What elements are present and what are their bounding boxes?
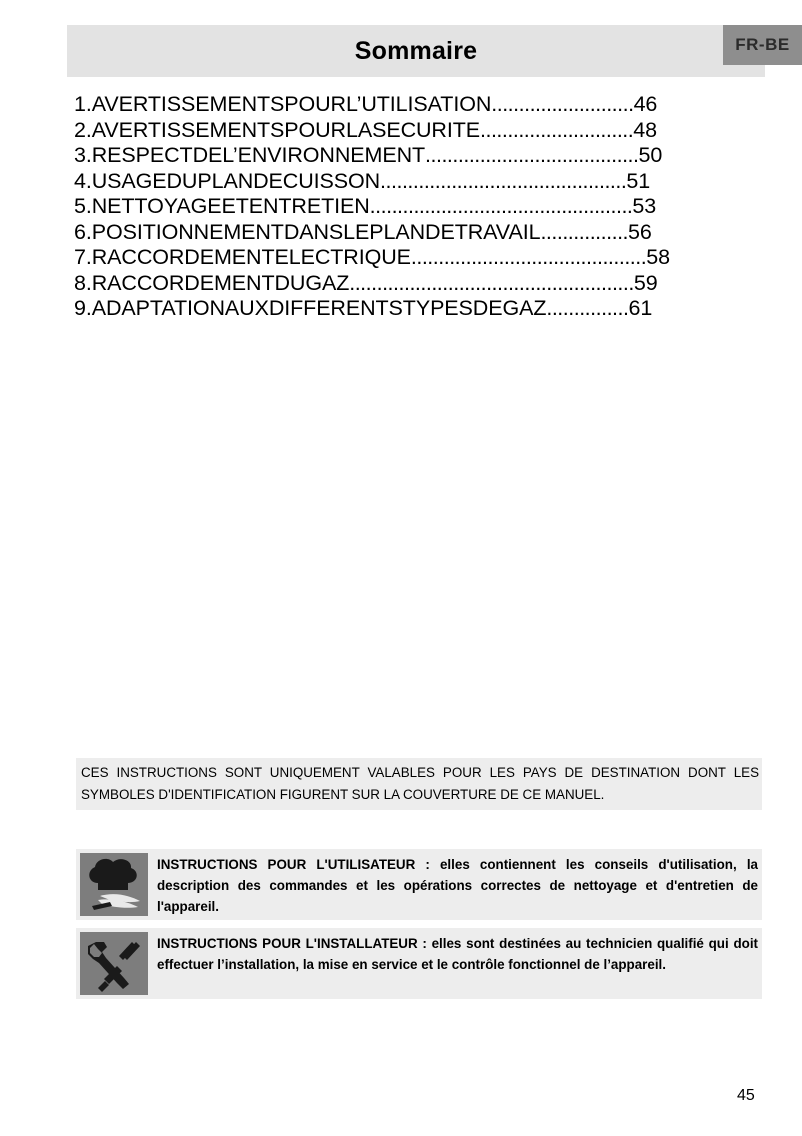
toc-entry-title: 3.RESPECTDEL’ENVIRONNEMENT: [74, 143, 426, 167]
page-number: 45: [737, 1087, 755, 1104]
toc-entry[interactable]: [74, 169, 734, 195]
toc-entry-page: 46: [633, 92, 658, 116]
user-instructions-text: INSTRUCTIONS POUR L'UTILISATEUR : elles contiennent les conseils d'utilisation, la description des commandes et les opérations correctes de nettoyage et d'entretien de l'appareil.: [157, 857, 758, 914]
toc-entry-page: 53: [632, 194, 657, 218]
page-header: [67, 25, 765, 77]
toc-entry-title: 7.RACCORDEMENTELECTRIQUE: [74, 245, 411, 269]
toc-leader: ...........................................: [410, 245, 647, 269]
toc-entry-title: 6.POSITIONNEMENTDANSLEPLANDETRAVAIL: [74, 219, 541, 244]
toc-leader: ..........................: [491, 92, 634, 116]
user-instructions-panel: [76, 849, 762, 920]
language-badge: FR-BE: [723, 25, 802, 65]
chef-hat-icon: [80, 853, 148, 916]
toc-entry-title: 4.USAGEDUPLANDECUISSON: [74, 168, 381, 193]
installer-instructions-panel: [76, 928, 762, 999]
toc-entry-title: 2.AVERTISSEMENTSPOURLASECURITE: [74, 117, 480, 142]
toc-entry-page: 58: [646, 245, 670, 269]
toc-entry[interactable]: [74, 143, 734, 169]
toc-leader: .......................................: [425, 143, 639, 167]
toc-entry[interactable]: [74, 194, 734, 220]
toc-entry-title: 8.RACCORDEMENTDUGAZ: [74, 270, 350, 295]
page-title: Sommaire: [354, 36, 478, 65]
toc-leader: ................: [540, 219, 629, 244]
toc-entry-page: 59: [633, 270, 658, 295]
tools-icon: [80, 932, 148, 995]
toc-entry[interactable]: [74, 245, 734, 271]
validity-notice: CES INSTRUCTIONS SONT UNIQUEMENT VALABLES POUR LES PAYS DE DESTINATION DONT LES SYMBOLES D'IDENTIFICATION FIGURENT SUR LA COUVERTURE DE CE MANUEL.: [76, 758, 762, 810]
toc-entry[interactable]: [74, 220, 734, 246]
toc-leader: .............................................: [380, 168, 627, 193]
toc-entry-page: 50: [638, 143, 663, 167]
toc-entry-page: 51: [626, 168, 651, 193]
installer-instructions-text: INSTRUCTIONS POUR L'INSTALLATEUR : elles sont destinées au technicien qualifié qui doit effectuer l’installation, la mise en service et le contrôle fonctionnel de l’appareil.: [157, 936, 758, 972]
toc-leader: ...............: [546, 296, 629, 320]
toc-entry-title: 9.ADAPTATIONAUXDIFFERENTSTYPESDEGAZ: [74, 296, 547, 320]
toc-entry-title: 1.AVERTISSEMENTSPOURL’UTILISATION: [74, 92, 492, 116]
toc-leader: ................................................: [369, 194, 633, 218]
toc-leader: ............................: [480, 117, 634, 142]
toc-entry[interactable]: [74, 118, 734, 144]
toc-entry-page: 48: [633, 117, 657, 142]
toc-entry-title: 5.NETTOYAGEETENTRETIEN: [74, 194, 370, 218]
toc-entry[interactable]: [74, 92, 734, 118]
toc-entry-page: 61: [628, 296, 653, 320]
toc-entry-page: 56: [628, 219, 652, 244]
toc-leader: ....................................................: [349, 270, 634, 295]
table-of-contents: [74, 92, 734, 322]
toc-entry[interactable]: [74, 271, 734, 297]
toc-entry[interactable]: [74, 296, 734, 322]
